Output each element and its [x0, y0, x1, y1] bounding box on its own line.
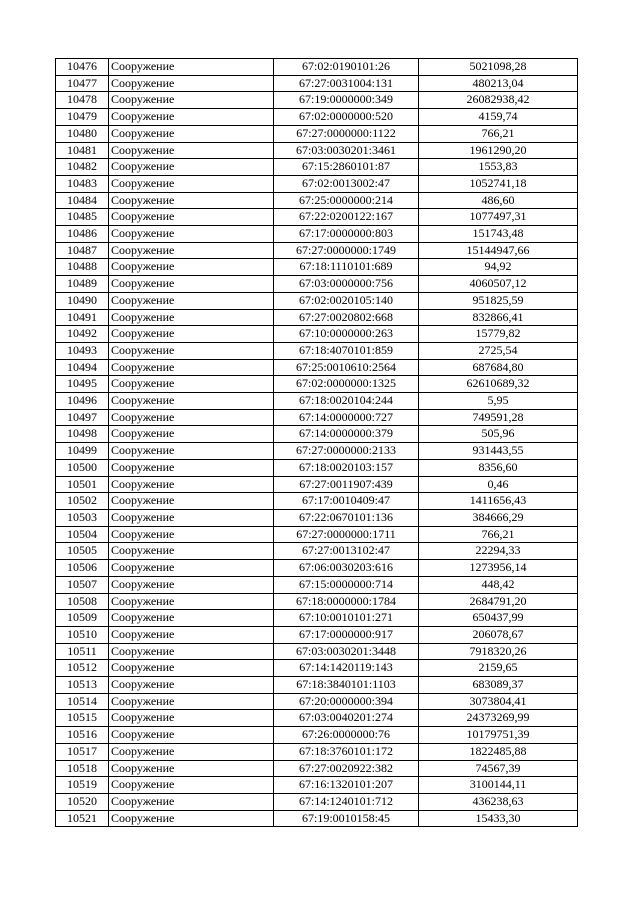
cadastral-value-cell: 1077497,31: [419, 209, 578, 226]
cadastral-value-cell: 10179751,39: [419, 727, 578, 744]
cadastral-value-cell: 62610689,32: [419, 376, 578, 393]
object-type-cell: Сооружение: [109, 426, 274, 443]
cadastral-number-cell: 67:10:0010101:271: [274, 610, 419, 627]
row-number-cell: 10517: [56, 743, 109, 760]
table-row: [56, 259, 578, 276]
cadastral-value-cell: 15433,30: [419, 810, 578, 827]
cadastral-number-cell: 67:27:0000000:1711: [274, 526, 419, 543]
cadastral-value-cell: 1052741,18: [419, 175, 578, 192]
object-type-cell: Сооружение: [109, 543, 274, 560]
object-type-cell: Сооружение: [109, 125, 274, 142]
object-type-cell: Сооружение: [109, 626, 274, 643]
table-row: [56, 443, 578, 460]
cadastral-number-cell: 67:27:0031004:131: [274, 75, 419, 92]
row-number-cell: 10516: [56, 727, 109, 744]
cadastral-number-cell: 67:18:0000000:1784: [274, 593, 419, 610]
table-row: [56, 576, 578, 593]
row-number-cell: 10481: [56, 142, 109, 159]
row-number-cell: 10511: [56, 643, 109, 660]
row-number-cell: 10487: [56, 242, 109, 259]
table-row: [56, 593, 578, 610]
registry-table-body: [56, 59, 578, 827]
object-type-cell: Сооружение: [109, 660, 274, 677]
row-number-cell: 10514: [56, 693, 109, 710]
cadastral-number-cell: 67:27:0000000:2133: [274, 443, 419, 460]
cadastral-value-cell: 1273956,14: [419, 560, 578, 577]
cadastral-value-cell: 687684,80: [419, 359, 578, 376]
cadastral-value-cell: 766,21: [419, 526, 578, 543]
row-number-cell: 10510: [56, 626, 109, 643]
table-row: [56, 75, 578, 92]
object-type-cell: Сооружение: [109, 743, 274, 760]
cadastral-value-cell: 2684791,20: [419, 593, 578, 610]
object-type-cell: Сооружение: [109, 459, 274, 476]
object-type-cell: Сооружение: [109, 593, 274, 610]
cadastral-value-cell: 4159,74: [419, 109, 578, 126]
row-number-cell: 10479: [56, 109, 109, 126]
table-row: [56, 276, 578, 293]
cadastral-value-cell: 749591,28: [419, 409, 578, 426]
table-row: [56, 342, 578, 359]
cadastral-value-cell: 951825,59: [419, 292, 578, 309]
row-number-cell: 10477: [56, 75, 109, 92]
object-type-cell: Сооружение: [109, 326, 274, 343]
row-number-cell: 10497: [56, 409, 109, 426]
cadastral-value-cell: 3100144,11: [419, 777, 578, 794]
table-row: [56, 226, 578, 243]
cadastral-value-cell: 5,95: [419, 393, 578, 410]
table-row: [56, 242, 578, 259]
row-number-cell: 10480: [56, 125, 109, 142]
row-number-cell: 10502: [56, 493, 109, 510]
cadastral-value-cell: 24373269,99: [419, 710, 578, 727]
cadastral-number-cell: 67:15:0000000:714: [274, 576, 419, 593]
object-type-cell: Сооружение: [109, 476, 274, 493]
cadastral-number-cell: 67:27:0020922:382: [274, 760, 419, 777]
object-type-cell: Сооружение: [109, 75, 274, 92]
cadastral-number-cell: 67:18:4070101:859: [274, 342, 419, 359]
cadastral-value-cell: 384666,29: [419, 509, 578, 526]
row-number-cell: 10513: [56, 677, 109, 694]
object-type-cell: Сооружение: [109, 793, 274, 810]
cadastral-number-cell: 67:16:1320101:207: [274, 777, 419, 794]
row-number-cell: 10500: [56, 459, 109, 476]
cadastral-value-cell: 3073804,41: [419, 693, 578, 710]
table-row: [56, 626, 578, 643]
cadastral-number-cell: 67:20:0000000:394: [274, 693, 419, 710]
row-number-cell: 10492: [56, 326, 109, 343]
object-type-cell: Сооружение: [109, 693, 274, 710]
row-number-cell: 10509: [56, 610, 109, 627]
object-type-cell: Сооружение: [109, 276, 274, 293]
table-row: [56, 459, 578, 476]
table-row: [56, 309, 578, 326]
registry-table: [55, 58, 578, 827]
cadastral-number-cell: 67:26:0000000:76: [274, 727, 419, 744]
table-row: [56, 59, 578, 76]
cadastral-number-cell: 67:18:1110101:689: [274, 259, 419, 276]
object-type-cell: Сооружение: [109, 142, 274, 159]
row-number-cell: 10496: [56, 393, 109, 410]
cadastral-value-cell: 486,60: [419, 192, 578, 209]
cadastral-number-cell: 67:10:0000000:263: [274, 326, 419, 343]
cadastral-number-cell: 67:06:0030203:616: [274, 560, 419, 577]
cadastral-number-cell: 67:27:0000000:1122: [274, 125, 419, 142]
cadastral-number-cell: 67:02:0000000:1325: [274, 376, 419, 393]
row-number-cell: 10499: [56, 443, 109, 460]
table-row: [56, 376, 578, 393]
cadastral-number-cell: 67:18:0020103:157: [274, 459, 419, 476]
table-row: [56, 159, 578, 176]
cadastral-number-cell: 67:02:0000000:520: [274, 109, 419, 126]
row-number-cell: 10503: [56, 509, 109, 526]
table-row: [56, 192, 578, 209]
cadastral-value-cell: 505,96: [419, 426, 578, 443]
row-number-cell: 10507: [56, 576, 109, 593]
object-type-cell: Сооружение: [109, 443, 274, 460]
cadastral-value-cell: 26082938,42: [419, 92, 578, 109]
row-number-cell: 10498: [56, 426, 109, 443]
row-number-cell: 10504: [56, 526, 109, 543]
row-number-cell: 10478: [56, 92, 109, 109]
cadastral-number-cell: 67:03:0030201:3461: [274, 142, 419, 159]
table-row: [56, 209, 578, 226]
cadastral-number-cell: 67:02:0013002:47: [274, 175, 419, 192]
table-row: [56, 793, 578, 810]
cadastral-number-cell: 67:14:1420119:143: [274, 660, 419, 677]
table-row: [56, 610, 578, 627]
object-type-cell: Сооружение: [109, 109, 274, 126]
cadastral-value-cell: 15779,82: [419, 326, 578, 343]
cadastral-number-cell: 67:14:0000000:727: [274, 409, 419, 426]
object-type-cell: Сооружение: [109, 159, 274, 176]
cadastral-number-cell: 67:02:0190101:26: [274, 59, 419, 76]
table-row: [56, 409, 578, 426]
cadastral-value-cell: 5021098,28: [419, 59, 578, 76]
cadastral-number-cell: 67:02:0020105:140: [274, 292, 419, 309]
cadastral-value-cell: 832866,41: [419, 309, 578, 326]
table-row: [56, 710, 578, 727]
cadastral-number-cell: 67:19:0010158:45: [274, 810, 419, 827]
object-type-cell: Сооружение: [109, 309, 274, 326]
object-type-cell: Сооружение: [109, 560, 274, 577]
cadastral-value-cell: 683089,37: [419, 677, 578, 694]
table-row: [56, 393, 578, 410]
cadastral-value-cell: 22294,33: [419, 543, 578, 560]
cadastral-value-cell: 1411656,43: [419, 493, 578, 510]
cadastral-value-cell: 0,46: [419, 476, 578, 493]
cadastral-value-cell: 480213,04: [419, 75, 578, 92]
table-row: [56, 125, 578, 142]
table-row: [56, 643, 578, 660]
table-row: [56, 693, 578, 710]
table-row: [56, 326, 578, 343]
object-type-cell: Сооружение: [109, 209, 274, 226]
row-number-cell: 10518: [56, 760, 109, 777]
cadastral-value-cell: 15144947,66: [419, 242, 578, 259]
cadastral-number-cell: 67:18:3840101:1103: [274, 677, 419, 694]
cadastral-number-cell: 67:27:0000000:1749: [274, 242, 419, 259]
row-number-cell: 10519: [56, 777, 109, 794]
row-number-cell: 10494: [56, 359, 109, 376]
row-number-cell: 10521: [56, 810, 109, 827]
cadastral-number-cell: 67:15:2860101:87: [274, 159, 419, 176]
table-row: [56, 509, 578, 526]
row-number-cell: 10515: [56, 710, 109, 727]
cadastral-number-cell: 67:14:0000000:379: [274, 426, 419, 443]
cadastral-value-cell: 94,92: [419, 259, 578, 276]
object-type-cell: Сооружение: [109, 526, 274, 543]
object-type-cell: Сооружение: [109, 643, 274, 660]
row-number-cell: 10484: [56, 192, 109, 209]
cadastral-number-cell: 67:03:0030201:3448: [274, 643, 419, 660]
cadastral-number-cell: 67:18:3760101:172: [274, 743, 419, 760]
cadastral-value-cell: 448,42: [419, 576, 578, 593]
table-row: [56, 560, 578, 577]
table-row: [56, 760, 578, 777]
row-number-cell: 10486: [56, 226, 109, 243]
table-row: [56, 810, 578, 827]
object-type-cell: Сооружение: [109, 359, 274, 376]
cadastral-number-cell: 67:27:0013102:47: [274, 543, 419, 560]
row-number-cell: 10489: [56, 276, 109, 293]
cadastral-value-cell: 4060507,12: [419, 276, 578, 293]
cadastral-number-cell: 67:03:0040201:274: [274, 710, 419, 727]
cadastral-value-cell: 1961290,20: [419, 142, 578, 159]
row-number-cell: 10512: [56, 660, 109, 677]
row-number-cell: 10495: [56, 376, 109, 393]
table-row: [56, 493, 578, 510]
cadastral-value-cell: 206078,67: [419, 626, 578, 643]
object-type-cell: Сооружение: [109, 242, 274, 259]
cadastral-number-cell: 67:27:0011907:439: [274, 476, 419, 493]
table-row: [56, 743, 578, 760]
table-row: [56, 777, 578, 794]
cadastral-value-cell: 2725,54: [419, 342, 578, 359]
row-number-cell: 10501: [56, 476, 109, 493]
table-row: [56, 677, 578, 694]
object-type-cell: Сооружение: [109, 409, 274, 426]
object-type-cell: Сооружение: [109, 760, 274, 777]
cadastral-number-cell: 67:18:0020104:244: [274, 393, 419, 410]
table-row: [56, 292, 578, 309]
cadastral-number-cell: 67:25:0010610:2564: [274, 359, 419, 376]
cadastral-value-cell: 436238,63: [419, 793, 578, 810]
cadastral-value-cell: 1822485,88: [419, 743, 578, 760]
object-type-cell: Сооружение: [109, 810, 274, 827]
table-row: [56, 660, 578, 677]
object-type-cell: Сооружение: [109, 576, 274, 593]
object-type-cell: Сооружение: [109, 226, 274, 243]
row-number-cell: 10520: [56, 793, 109, 810]
row-number-cell: 10508: [56, 593, 109, 610]
cadastral-value-cell: 931443,55: [419, 443, 578, 460]
object-type-cell: Сооружение: [109, 777, 274, 794]
table-row: [56, 526, 578, 543]
table-row: [56, 109, 578, 126]
row-number-cell: 10476: [56, 59, 109, 76]
cadastral-number-cell: 67:03:0000000:756: [274, 276, 419, 293]
row-number-cell: 10483: [56, 175, 109, 192]
cadastral-value-cell: 766,21: [419, 125, 578, 142]
cadastral-number-cell: 67:14:1240101:712: [274, 793, 419, 810]
table-row: [56, 92, 578, 109]
object-type-cell: Сооружение: [109, 677, 274, 694]
object-type-cell: Сооружение: [109, 192, 274, 209]
object-type-cell: Сооружение: [109, 259, 274, 276]
object-type-cell: Сооружение: [109, 175, 274, 192]
object-type-cell: Сооружение: [109, 59, 274, 76]
cadastral-number-cell: 67:17:0000000:803: [274, 226, 419, 243]
object-type-cell: Сооружение: [109, 727, 274, 744]
cadastral-number-cell: 67:17:0010409:47: [274, 493, 419, 510]
row-number-cell: 10493: [56, 342, 109, 359]
cadastral-value-cell: 2159,65: [419, 660, 578, 677]
cadastral-number-cell: 67:27:0020802:668: [274, 309, 419, 326]
row-number-cell: 10506: [56, 560, 109, 577]
table-row: [56, 359, 578, 376]
cadastral-value-cell: 151743,48: [419, 226, 578, 243]
table-row: [56, 543, 578, 560]
table-row: [56, 175, 578, 192]
object-type-cell: Сооружение: [109, 292, 274, 309]
table-row: [56, 476, 578, 493]
cadastral-value-cell: 650437,99: [419, 610, 578, 627]
object-type-cell: Сооружение: [109, 393, 274, 410]
object-type-cell: Сооружение: [109, 493, 274, 510]
row-number-cell: 10482: [56, 159, 109, 176]
cadastral-value-cell: 8356,60: [419, 459, 578, 476]
object-type-cell: Сооружение: [109, 376, 274, 393]
row-number-cell: 10491: [56, 309, 109, 326]
table-row: [56, 727, 578, 744]
cadastral-value-cell: 7918320,26: [419, 643, 578, 660]
cadastral-value-cell: 74567,39: [419, 760, 578, 777]
cadastral-number-cell: 67:17:0000000:917: [274, 626, 419, 643]
object-type-cell: Сооружение: [109, 92, 274, 109]
object-type-cell: Сооружение: [109, 710, 274, 727]
cadastral-number-cell: 67:25:0000000:214: [274, 192, 419, 209]
row-number-cell: 10505: [56, 543, 109, 560]
cadastral-number-cell: 67:19:0000000:349: [274, 92, 419, 109]
row-number-cell: 10488: [56, 259, 109, 276]
object-type-cell: Сооружение: [109, 342, 274, 359]
row-number-cell: 10485: [56, 209, 109, 226]
table-row: [56, 142, 578, 159]
cadastral-number-cell: 67:22:0670101:136: [274, 509, 419, 526]
table-row: [56, 426, 578, 443]
cadastral-number-cell: 67:22:0200122:167: [274, 209, 419, 226]
object-type-cell: Сооружение: [109, 610, 274, 627]
row-number-cell: 10490: [56, 292, 109, 309]
object-type-cell: Сооружение: [109, 509, 274, 526]
cadastral-value-cell: 1553,83: [419, 159, 578, 176]
